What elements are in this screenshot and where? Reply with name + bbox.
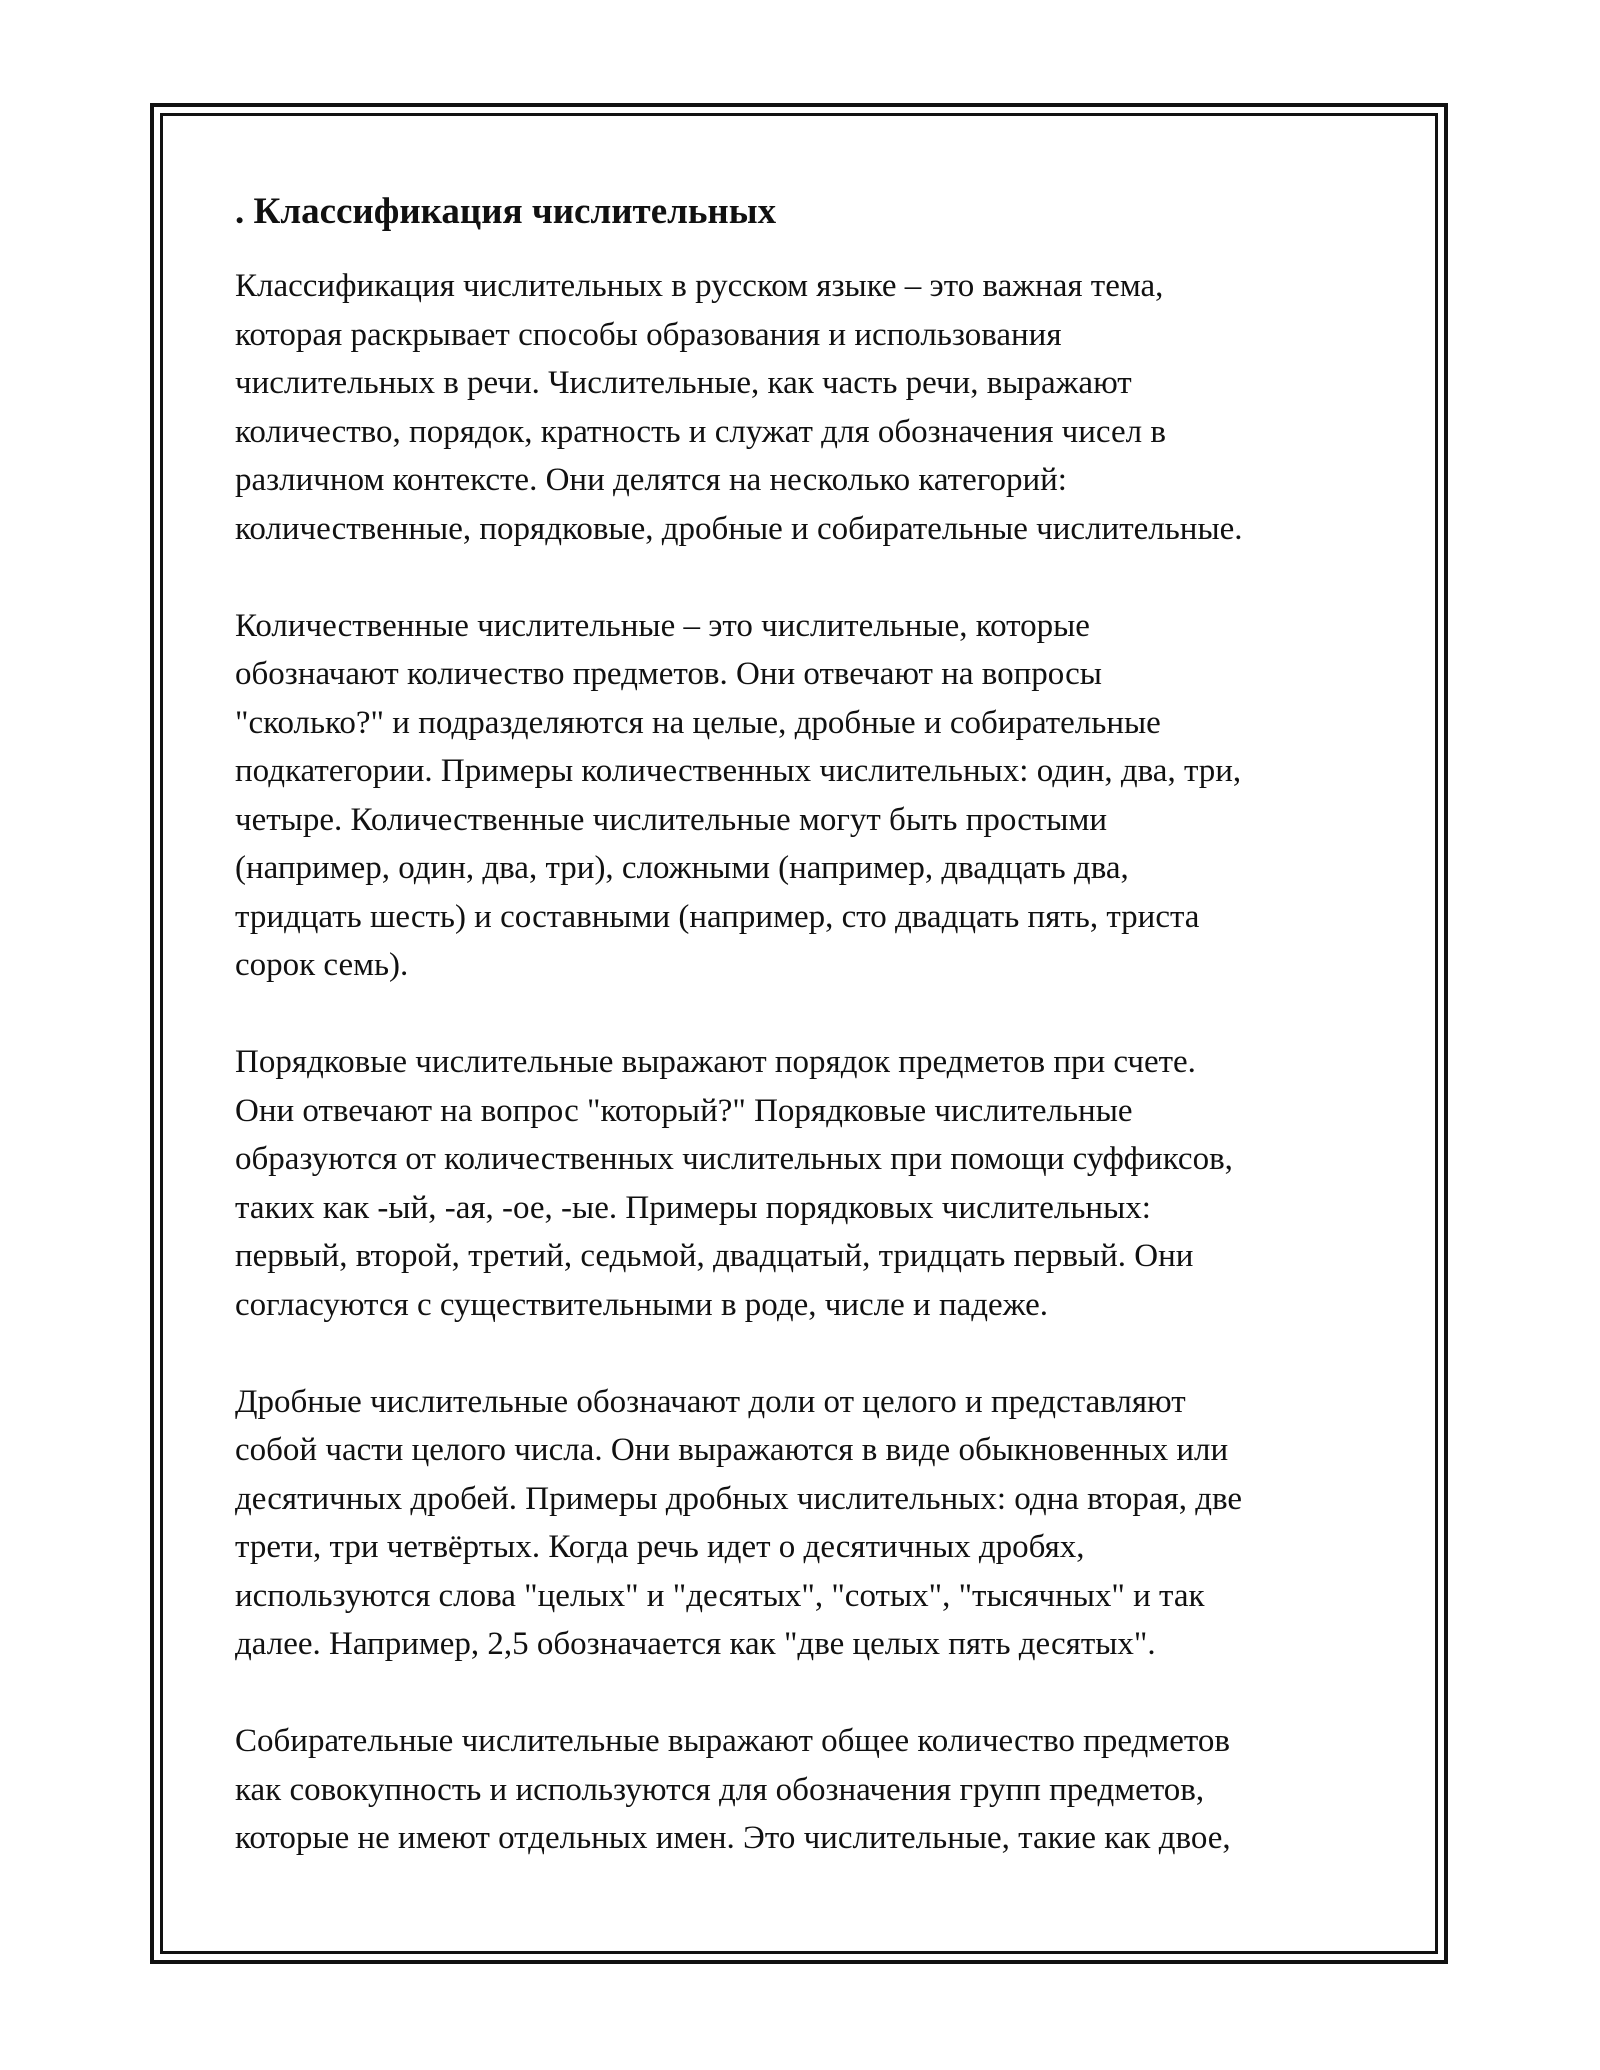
paragraph-line: Порядковые числительные выражают порядок предметов при счете. xyxy=(235,1044,1196,1080)
paragraph-line: числительных в речи. Числительные, как часть речи, выражают xyxy=(235,365,1132,401)
paragraph-line: количество, порядок, кратность и служат для обозначения чисел в xyxy=(235,413,1166,450)
paragraph-line: подкатегории. Примеры количественных числительных: один, два, три, xyxy=(235,753,1242,789)
paragraph-line: образуются от количественных числительных при помощи суффиксов, xyxy=(235,1141,1233,1177)
paragraph-list xyxy=(235,262,1375,1863)
paragraph-line: тридцать шесть) и составными (например, сто двадцать пять, триста xyxy=(235,898,1200,935)
paragraph-line: десятичных дробей. Примеры дробных числительных: одна вторая, две xyxy=(235,1480,1243,1517)
paragraph xyxy=(235,1038,1375,1329)
paragraph-line: различном контексте. Они делятся на несколько категорий: xyxy=(235,462,1067,498)
paragraph-line: Собирательные числительные выражают общее количество предметов xyxy=(235,1723,1230,1759)
paragraph xyxy=(235,262,1375,553)
paragraph-line: собой части целого числа. Они выражаются в виде обыкновенных или xyxy=(235,1432,1229,1468)
paragraph-line: Дробные числительные обозначают доли от целого и представляют xyxy=(235,1383,1186,1420)
paragraph-line: далее. Например, 2,5 обозначается как "две целых пять десятых". xyxy=(235,1626,1156,1662)
paragraph-line: четыре. Количественные числительные могут быть простыми xyxy=(235,801,1107,838)
paragraph-line: количественные, порядковые, дробные и собирательные числительные. xyxy=(235,510,1243,547)
paragraph-line: используются слова "целых" и "десятых", "сотых", "тысячных" и так xyxy=(235,1577,1205,1614)
paragraph xyxy=(235,1717,1375,1863)
paragraph-line: трети, три четвёртых. Когда речь идет о десятичных дробях, xyxy=(235,1529,1085,1565)
paragraph xyxy=(235,602,1375,990)
paragraph-line: Классификация числительных в русском языке – это важная тема, xyxy=(235,268,1164,304)
paragraph xyxy=(235,1378,1375,1669)
document-body xyxy=(235,188,1375,1911)
document-title: . Классификация числительных xyxy=(235,191,777,232)
paragraph-line: Они отвечают на вопрос "который?" Порядковые числительные xyxy=(235,1092,1133,1129)
paragraph-line: которые не имеют отдельных имен. Это числительные, такие как двое, xyxy=(235,1820,1231,1856)
paragraph-line: "сколько?" и подразделяются на целые, дробные и собирательные xyxy=(235,704,1161,741)
paragraph-line: Количественные числительные – это числительные, которые xyxy=(235,607,1090,644)
paragraph-line: таких как -ый, -ая, -ое, -ые. Примеры порядковых числительных: xyxy=(235,1189,1151,1226)
paragraph-line: как совокупность и используются для обозначения групп предметов, xyxy=(235,1771,1205,1808)
paragraph-line: (например, один, два, три), сложными (например, двадцать два, xyxy=(235,850,1129,886)
paragraph-line: которая раскрывает способы образования и использования xyxy=(235,316,1062,353)
paragraph-line: обозначают количество предметов. Они отвечают на вопросы xyxy=(235,656,1102,692)
paragraph-line: сорок семь). xyxy=(235,947,409,983)
paragraph-line: первый, второй, третий, седьмой, двадцатый, тридцать первый. Они xyxy=(235,1238,1194,1274)
paragraph-line: согласуются с существительными в роде, числе и падеже. xyxy=(235,1286,1048,1323)
